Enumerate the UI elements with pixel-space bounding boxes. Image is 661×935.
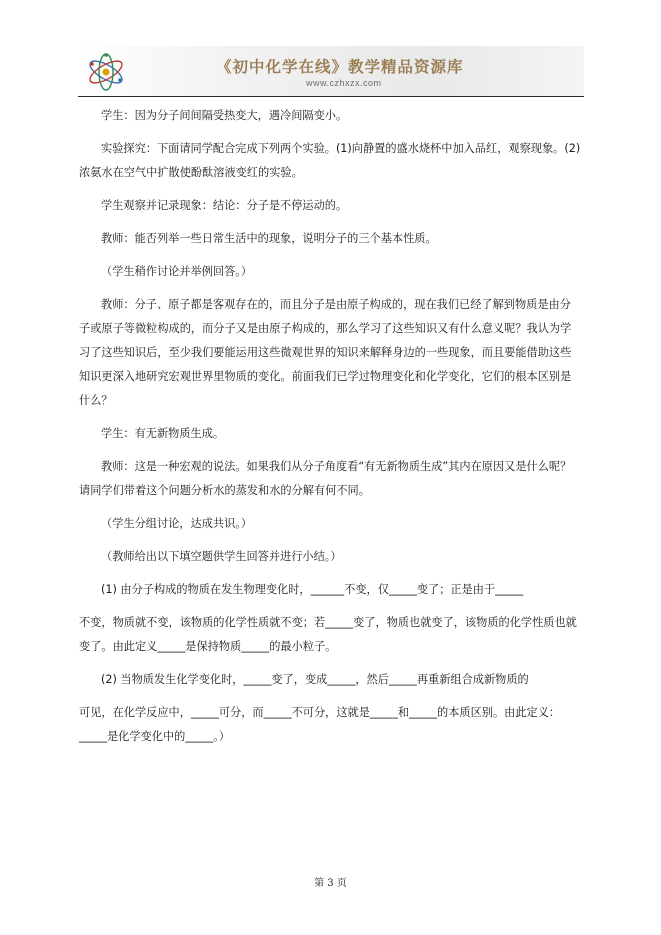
paragraph: 教师：分子、原子都是客观存在的，而且分子是由原子构成的，现在我们已经了解到物质是由分子或原子等微粒构成的，而分子又是由原子构成的，那么学习了这些知识又有什么意义呢？我认为学习了这些知识后，至少我们要能运用这些微观世界的知识来解释身边的一些现象，而且要能借助这些知识更深入地研究宏观世界里物质的变化。前面我们已学过物理变化和化学变化，它们的根本区别是什么？ [79,298,572,407]
page-number: 第 3 页 [314,878,347,889]
header-banner [78,46,584,97]
fill-blank-question-1-continued: 不变，物质就不变，该物质的化学性质就不变；若_____变了，物质也就变了，该物质的化学性质也就变了。由此定义_____是保持物质_____的最小粒子。 [79,616,577,653]
atom-logo-icon [84,50,128,94]
paragraph: 学生观察并记录现象：结论：分子是不停运动的。 [101,199,348,212]
paragraph: 学生：因为分子间间隔受热变大，遇冷间隔变小。 [101,109,348,122]
paragraph: 实验探究：下面请同学配合完成下列两个实验。(1)向静置的盛水烧杯中加入品红，观察现象。(2)浓氨水在空气中扩散使酚酞溶液变红的实验。 [79,142,581,179]
fill-blank-question-2-continued: 可见，在化学反应中，_____可分，而_____不可分，这就是_____和_____的本质区别。由此定义：_____是化学变化中的_____。） [79,706,561,743]
paragraph: 学生：有无新物质生成。 [101,427,225,440]
fill-blank-question-2: (2) 当物质发生化学变化时，_____变了，变成_____，然后_____再重新组合成新物质的 [101,673,529,686]
paragraph: （学生稍作讨论并举例回答。） [101,265,253,278]
paragraph: 教师：这是一种宏观的说法。如果我们从分子角度看“有无新物质生成”其内在原因又是什么呢？请同学们带着这个问题分析水的蒸发和水的分解有何不同。 [79,460,572,497]
paragraph: 教师：能否列举一些日常生活中的现象，说明分子的三个基本性质。 [101,232,437,245]
paragraph: （学生分组讨论，达成共识。） [101,517,253,530]
paragraph: （教师给出以下填空题供学生回答并进行小结。） [101,550,342,563]
fill-blank-question-1: (1) 由分子构成的物质在发生物理变化时，______不变，仅_____变了；正是由于_____ [101,583,524,596]
document-body [79,104,581,758]
banner-url[interactable]: www.czhxzx.com [306,78,382,88]
banner-title: 《初中化学在线》教学精品资源库 [216,57,464,76]
